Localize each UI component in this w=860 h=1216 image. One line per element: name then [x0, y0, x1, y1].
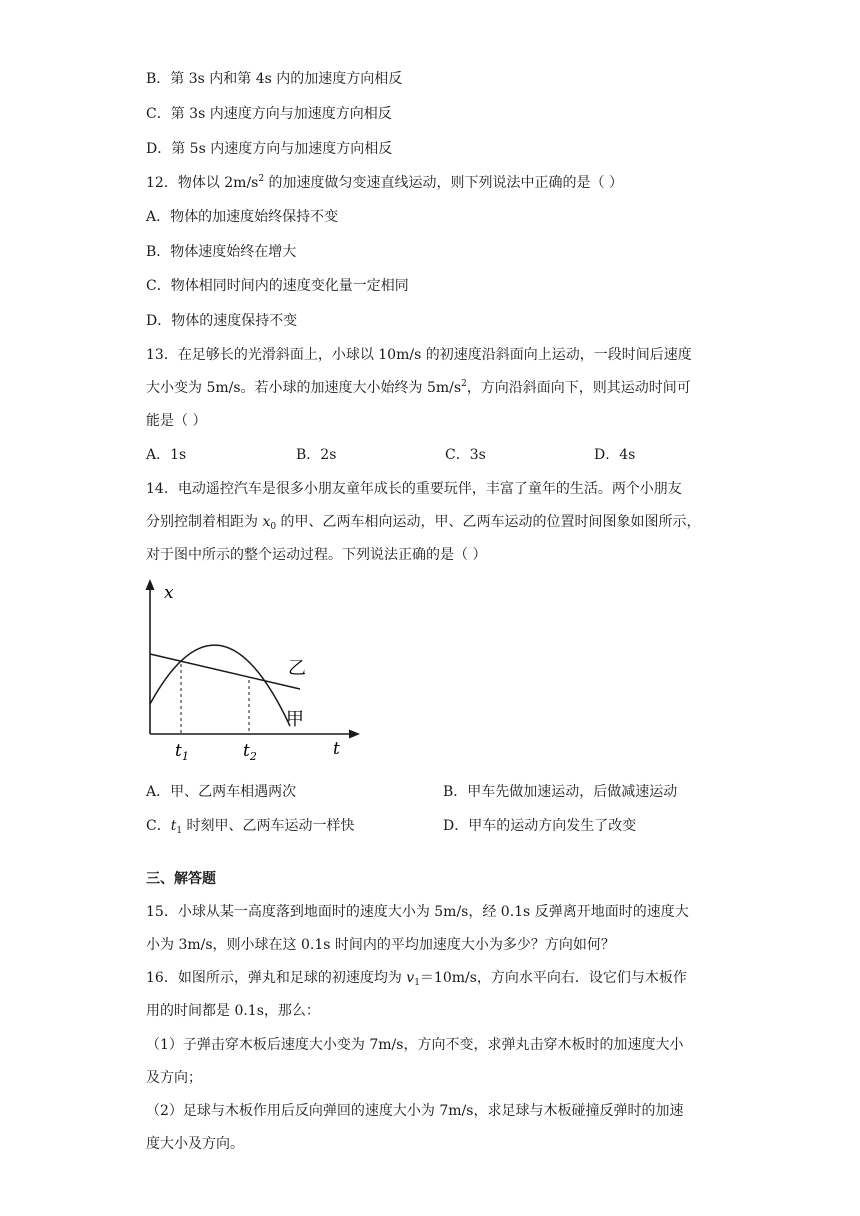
q14-option-a: A．甲、乙两车相遇两次 — [146, 784, 297, 800]
q13-option-d: D．4s — [594, 447, 636, 463]
t1-label: $t_1$ — [175, 741, 189, 763]
t2-label: $t_2$ — [243, 741, 257, 763]
q15-line1: 15．小球从某一高度落到地面时的速度大小为 5m/s，经 0.1s 反弹离开地面时的速度大 — [146, 904, 689, 920]
q16-line2: 用的时间都是 0.1s，那么： — [146, 1003, 320, 1019]
q14-stem-line3: 对于图中所示的整个运动过程。下列说法正确的是（ ） — [146, 547, 487, 563]
q13-stem-line3: 能是（ ） — [146, 413, 207, 429]
q11-option-b: B．第 3s 内和第 4s 内的加速度方向相反 — [146, 71, 403, 87]
q12-option-a: A．物体的加速度始终保持不变 — [146, 209, 339, 225]
x-axis-label: t — [333, 739, 340, 759]
q13-stem-line1: 13．在足够长的光滑斜面上，小球以 10m/s 的初速度沿斜面向上运动，一段时间后速度 — [146, 347, 692, 363]
q15-line2: 小为 3m/s，则小球在这 0.1s 时间内的平均加速度大小为多少？方向如何？ — [146, 937, 615, 953]
curve-yi-line — [150, 654, 300, 689]
y-axis-label: x — [164, 583, 174, 603]
q16-part1-line1: （1）子弹击穿木板后速度大小变为 7m/s，方向不变，求弹丸击穿木板时的加速度大小 — [146, 1037, 684, 1053]
q13-stem-line2: 大小变为 5m/s。若小球的加速度大小始终为 $5m/s^2$，方向沿斜面向下，则其运动时间可 — [146, 379, 691, 396]
q16-part1-line2: 及方向； — [146, 1070, 202, 1086]
q14-stem-line2: 分别控制着相距为 $x_0$ 的甲、乙两车相向运动，甲、乙两车运动的位置时间图象如图所示， — [146, 514, 701, 532]
y-axis-arrow — [146, 579, 155, 590]
q16-line1: 16．如图所示，弹丸和足球的初速度均为 $v_1=10m/s$，方向水平向右．设它们与木板作 — [146, 970, 687, 988]
q12-option-d: D．物体的速度保持不变 — [146, 313, 298, 329]
q16-part2-line2: 度大小及方向。 — [146, 1136, 244, 1152]
q14-option-d: D．甲车的运动方向发生了改变 — [443, 818, 637, 834]
section-title: 三、解答题 — [146, 871, 216, 887]
q14-option-c: C．$t_1$ 时刻甲、乙两车运动一样快 — [146, 818, 355, 836]
curve-jia-label: 甲 — [286, 709, 304, 730]
q13-option-b: B．2s — [296, 447, 337, 463]
curve-jia-parabola — [150, 645, 290, 726]
q12-option-b: B．物体速度始终在增大 — [146, 244, 297, 260]
x-axis-arrow — [349, 730, 360, 739]
q13-option-c: C．3s — [445, 447, 486, 463]
q14-stem-line1: 14．电动遥控汽车是很多小朋友童年成长的重要玩伴，丰富了童年的生活。两个小朋友 — [146, 481, 682, 497]
q13-option-a: A．1s — [146, 447, 187, 463]
q14-option-b: B．甲车先做加速运动，后做减速运动 — [443, 784, 678, 800]
q12-option-c: C．物体相同时间内的速度变化量一定相同 — [146, 278, 409, 294]
q11-option-c: C．第 3s 内速度方向与加速度方向相反 — [146, 106, 392, 122]
q12-stem: 12．物体以 $2m/s^2$ 的加速度做匀变速直线运动，则下列说法中正确的是（ ） — [146, 174, 623, 191]
q11-option-d: D．第 5s 内速度方向与加速度方向相反 — [146, 141, 393, 157]
position-time-graph — [130, 576, 370, 766]
q16-part2-line1: （2）足球与木板作用后反向弹回的速度大小为 7m/s，求足球与木板碰撞反弹时的加速 — [146, 1103, 684, 1119]
curve-yi-label: 乙 — [288, 658, 306, 679]
